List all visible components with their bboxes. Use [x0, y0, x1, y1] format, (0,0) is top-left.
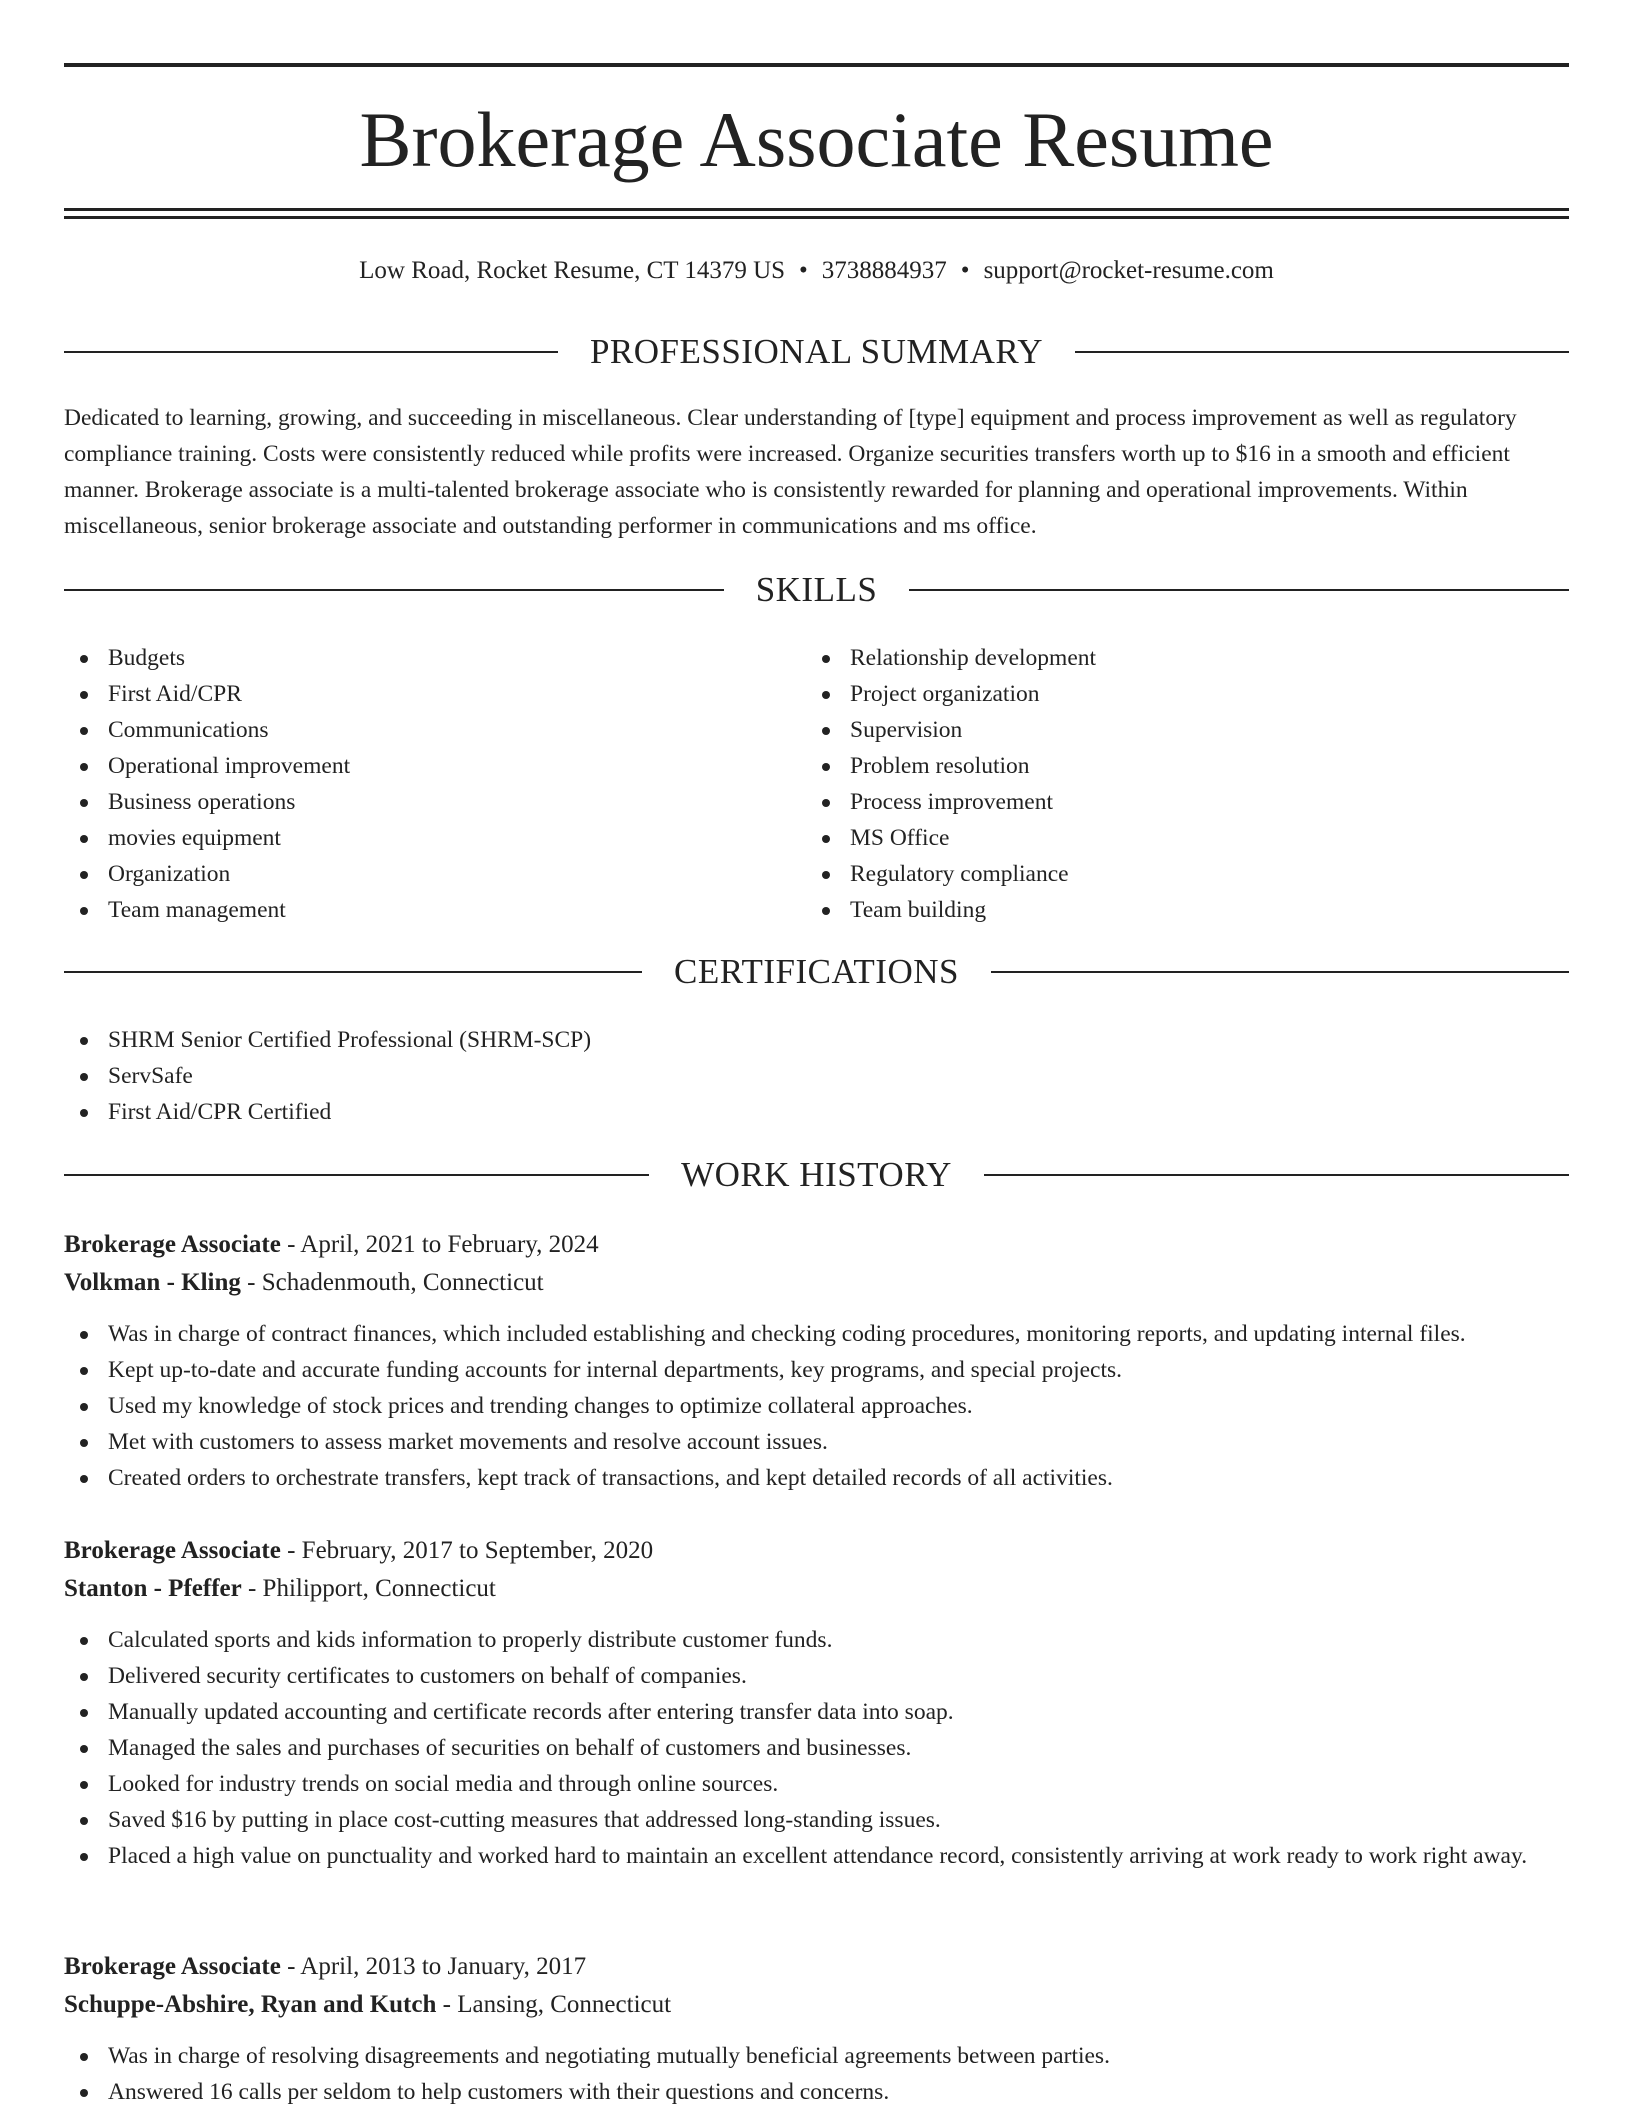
job-bullet: Was in charge of contract finances, which included establishing and checking coding procedures, monitoring reports, and updating internal files.: [64, 1316, 1569, 1352]
work-history-heading: WORK HISTORY: [681, 1155, 952, 1194]
section-rule: [64, 1174, 649, 1176]
job-title-line: [64, 1948, 1569, 1986]
job-bullet: Answered 16 calls per seldom to help customers with their questions and concerns.: [64, 2074, 1569, 2110]
skill-item: Project organization: [806, 676, 1566, 712]
job-dates: - February, 2017 to September, 2020: [280, 1537, 654, 1564]
job-location: - Schadenmouth, Connecticut: [240, 1269, 544, 1296]
job-entry: [64, 1948, 1569, 2110]
skill-item: Relationship development: [806, 640, 1566, 676]
skill-item: Communications: [64, 712, 804, 748]
resume-title: Brokerage Associate Resume: [359, 96, 1274, 183]
job-title: Brokerage Associate: [64, 1537, 281, 1564]
section-rule: [64, 971, 642, 973]
skill-item: Problem resolution: [806, 748, 1566, 784]
certification-item: First Aid/CPR Certified: [64, 1094, 1569, 1130]
job-company-line: [64, 1986, 1569, 2024]
contact-address: Low Road, Rocket Resume, CT 14379 US: [359, 257, 786, 284]
job-bullet: Was in charge of resolving disagreements and negotiating mutually beneficial agreements between parties.: [64, 2038, 1569, 2074]
certification-item: ServSafe: [64, 1058, 1569, 1094]
section-rule: [64, 351, 558, 353]
job-title: Brokerage Associate: [64, 1231, 281, 1258]
job-bullets: [64, 1622, 1569, 1874]
skill-item: Supervision: [806, 712, 1566, 748]
section-rule: [1075, 351, 1569, 353]
job-bullet: Kept up-to-date and accurate funding accounts for internal departments, key programs, and special projects.: [64, 1352, 1569, 1388]
job-title-line: [64, 1532, 1569, 1570]
job-company: Stanton - Pfeffer: [64, 1575, 242, 1602]
job-title: Brokerage Associate: [64, 1953, 281, 1980]
skills-heading: SKILLS: [755, 570, 878, 609]
skill-item: movies equipment: [64, 820, 804, 856]
job-company-line: [64, 1570, 1569, 1608]
skill-item: Business operations: [64, 784, 804, 820]
contact-info: [64, 254, 1569, 288]
job-title-line: [64, 1226, 1569, 1264]
top-rule: [64, 63, 1569, 67]
job-bullet: Met with customers to assess market movements and resolve account issues.: [64, 1424, 1569, 1460]
job-company: Schuppe-Abshire, Ryan and Kutch: [64, 1991, 437, 2018]
work-history-section-header: [64, 1153, 1569, 1197]
certifications-heading: CERTIFICATIONS: [674, 952, 959, 991]
job-dates: - April, 2013 to January, 2017: [280, 1953, 587, 1980]
section-rule: [991, 971, 1569, 973]
skill-item: Operational improvement: [64, 748, 804, 784]
certifications-list: [64, 1022, 1569, 1130]
job-company: Volkman - Kling: [64, 1269, 241, 1296]
job-bullet: Placed a high value on punctuality and worked hard to maintain an excellent attendance record, consistently arriving at work ready to work right away.: [64, 1838, 1569, 1874]
job-bullet: Delivered security certificates to customers on behalf of companies.: [64, 1658, 1569, 1694]
section-rule: [909, 589, 1569, 591]
contact-separator: •: [799, 257, 808, 284]
job-bullets: [64, 1316, 1569, 1496]
skill-item: MS Office: [806, 820, 1566, 856]
skill-item: First Aid/CPR: [64, 676, 804, 712]
contact-email: support@rocket-resume.com: [983, 257, 1274, 284]
job-location: - Philipport, Connecticut: [241, 1575, 496, 1602]
summary-text: Dedicated to learning, growing, and succeeding in miscellaneous. Clear understanding of [type] equipment and process improvement as well as regulatory compliance training. Costs were consistently reduced while profits were increased. Organize securities transfers worth up to $16 in a smooth and efficient manner. Brokerage associate is a multi-talented brokerage associate who is consistently rewarded for planning and operational improvements. Within miscellaneous, senior brokerage associate and outstanding performer in communications and ms office.: [64, 405, 1517, 539]
job-bullet: Saved $16 by putting in place cost-cutting measures that addressed long-standing issues.: [64, 1802, 1569, 1838]
contact-phone: 3738884937: [821, 257, 947, 284]
skills-list-right: [806, 640, 1566, 928]
double-rule: [64, 208, 1569, 219]
job-bullets: [64, 2038, 1569, 2110]
section-rule: [984, 1174, 1569, 1176]
job-dates: - April, 2021 to February, 2024: [280, 1231, 599, 1258]
job-bullet: Calculated sports and kids information to properly distribute customer funds.: [64, 1622, 1569, 1658]
section-rule: [64, 589, 724, 591]
summary-heading: PROFESSIONAL SUMMARY: [589, 332, 1044, 371]
certifications-section-header: [64, 950, 1569, 994]
job-company-line: [64, 1264, 1569, 1302]
certification-item: SHRM Senior Certified Professional (SHRM-SCP): [64, 1022, 1569, 1058]
job-bullet: Created orders to orchestrate transfers, kept track of transactions, and kept detailed records of all activities.: [64, 1460, 1569, 1496]
skills-list-left: [64, 640, 804, 928]
skill-item: Process improvement: [806, 784, 1566, 820]
skill-item: Team building: [806, 892, 1566, 928]
skill-item: Team management: [64, 892, 804, 928]
summary-section-header: [64, 330, 1569, 374]
skill-item: Budgets: [64, 640, 804, 676]
job-bullet: Used my knowledge of stock prices and trending changes to optimize collateral approaches.: [64, 1388, 1569, 1424]
contact-separator: •: [960, 257, 970, 284]
skill-item: Regulatory compliance: [806, 856, 1566, 892]
job-location: - Lansing, Connecticut: [436, 1991, 672, 2018]
job-bullet: Manually updated accounting and certificate records after entering transfer data into soap.: [64, 1694, 1569, 1730]
job-bullet: Looked for industry trends on social media and through online sources.: [64, 1766, 1569, 1802]
job-entry: [64, 1226, 1569, 1496]
job-bullet: Managed the sales and purchases of securities on behalf of customers and businesses.: [64, 1730, 1569, 1766]
skills-section-header: [64, 568, 1569, 612]
job-entry: [64, 1532, 1569, 1874]
skill-item: Organization: [64, 856, 804, 892]
